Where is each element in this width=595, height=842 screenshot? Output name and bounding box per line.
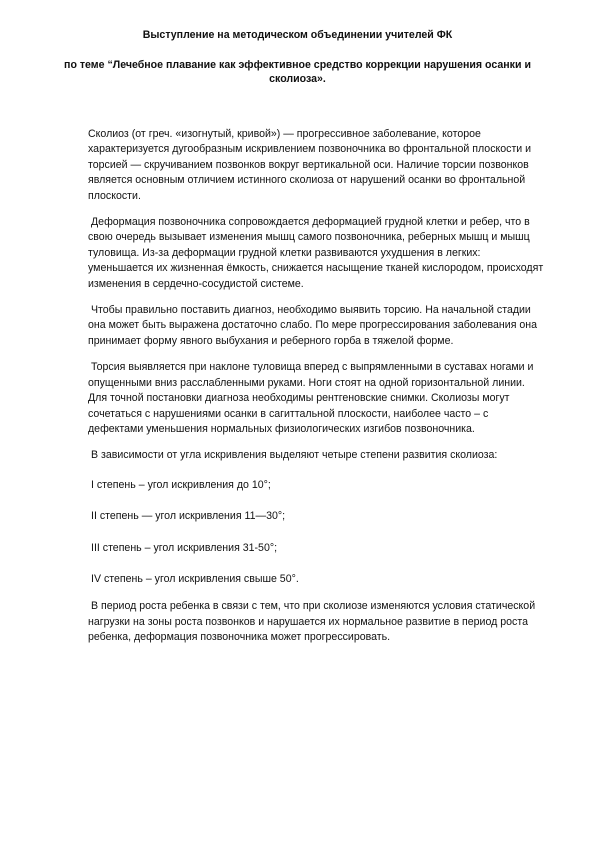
degree-item-4: IV степень – угол искривления свыше 50°. [91, 572, 299, 585]
paragraph-definition: Сколиоз (от греч. «изогнутый, кривой») — прогрессивное заболевание, которое характеризуется дугообразным искривлением позвоночника во фронтальной плоскости и торсией — скручиванием позвонков вокруг вертикальной оси. Наличие торсии позвонков является основным отличием истинного сколиоза от нарушений осанки во фронтальной плоскости. [88, 128, 532, 202]
paragraph-deformation: Деформация позвоночника сопровождается деформацией грудной клетки и ребер, что в свою очередь вызывает изменения мышц самого позвоночника, реберных мышц и мышц туловища. Из-за деформации грудной клетки развиваются ухудшения в легких: уменьшается их жизненная ёмкость, снижается насыщение тканей кислородом, происходят изменения в сердечно-сосудистой системе. [88, 216, 544, 290]
degree-item-2: II степень — угол искривления 11—30°; [91, 510, 286, 523]
paragraph-diagnosis: Чтобы правильно поставить диагноз, необходимо выявить торсию. На начальной стадии она может быть выражена достаточно слабо. По мере прогрессирования заболевания она принимает форму явного выбухания и реберного горба в тяжелой форме. [88, 304, 538, 347]
paragraph-degrees-intro: В зависимости от угла искривления выделяют четыре степени развития сколиоза: [91, 449, 498, 462]
document-title: Выступление на методическом объединении учителей ФК [142, 29, 453, 41]
degree-item-1: I степень – угол искривления до 10°; [91, 478, 271, 491]
document-body [88, 127, 546, 657]
document-subtitle: по теме “Лечебное плавание как эффективное средство коррекции нарушения осанки и сколиоза». [64, 59, 531, 85]
paragraph-growth: В период роста ребенка в связи с тем, что при сколиозе изменяются условия статической нагрузки на зоны роста позвонков и нарушается их нормальное развитие в период роста ребенка, деформация позвоночника может прогрессировать. [88, 600, 536, 644]
paragraph-torsion: Торсия выявляется при наклоне туловища вперед с выпрямленными в суставах ногами и опущенными вниз расслабленными руками. Ноги стоят на одной горизонтальной линии. Для точной постановки диагноза необходимы рентгеновские снимки. Сколиозы могут сочетаться с нарушениями осанки в сагиттальной плоскости, наиболее часто – с дефектами уменьшения нормальных физиологических изгибов позвоночника. [88, 361, 534, 435]
degree-item-3: III степень – угол искривления 31-50°; [91, 541, 278, 554]
